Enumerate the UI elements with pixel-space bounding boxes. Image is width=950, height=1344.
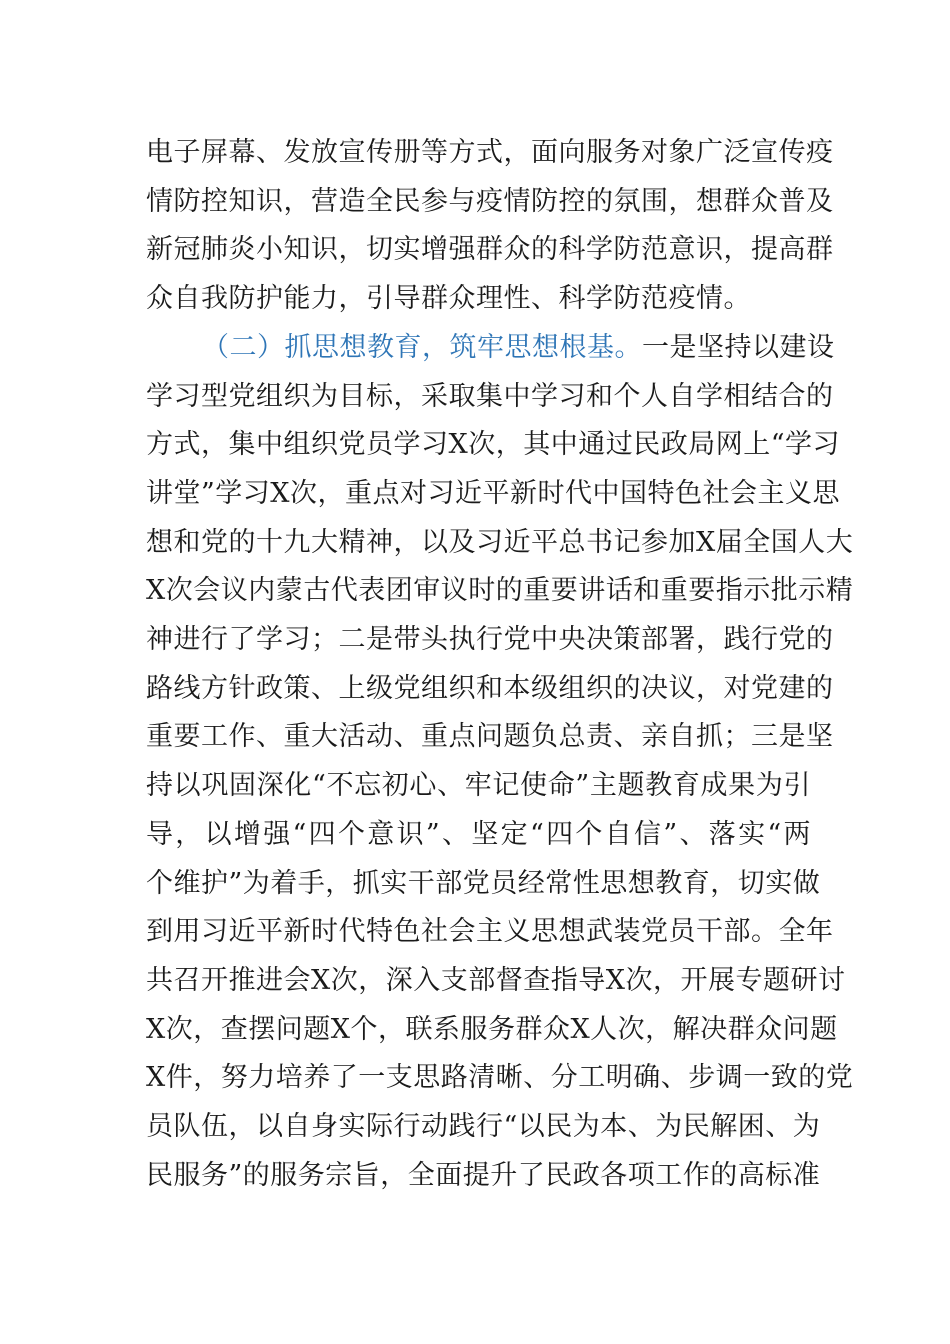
text-line	[146, 766, 811, 806]
line-text: X次会议内蒙古代表团审议时的重要讲话和重要指示批示精	[146, 575, 854, 607]
text-line	[146, 912, 834, 952]
line-text: 共召开推进会X次，深入支部督查指导X次，开展专题研讨	[146, 964, 846, 996]
text-line	[146, 961, 846, 1001]
line-text: 一是坚持以建设	[642, 331, 835, 363]
text-line	[146, 377, 834, 417]
text-line	[146, 1156, 821, 1196]
line-text: 方式，集中组织党员学习X次，其中通过民政局网上“学习	[146, 429, 841, 461]
text-line	[146, 279, 751, 319]
text-line	[146, 717, 834, 757]
line-text: X次，查摆问题X个，联系服务群众X人次，解决群众问题	[146, 1013, 838, 1045]
line-text: 民服务”的服务宗旨，全面提升了民政各项工作的高标准	[146, 1159, 821, 1191]
line-text: 神进行了学习；二是带头执行党中央决策部署，践行党的	[146, 624, 834, 655]
text-line	[146, 182, 834, 222]
line-text: 持以巩固深化“不忘初心、牢记使命”主题教育成果为引	[146, 770, 811, 802]
text-line	[146, 864, 821, 904]
text-line	[146, 474, 841, 514]
section-heading: （二）抓思想教育，筑牢思想根基。	[202, 331, 642, 363]
text-line	[146, 425, 841, 465]
line-text: X件，努力培养了一支思路清晰、分工明确、步调一致的党	[146, 1062, 854, 1094]
line-text: 路线方针政策、上级党组织和本级组织的决议，对党建的	[146, 672, 834, 704]
line-text: 个维护”为着手，抓实干部党员经常性思想教育，切实做	[146, 867, 821, 899]
text-line	[202, 328, 835, 368]
text-line	[146, 620, 834, 660]
line-text: 电子屏幕、发放宣传册等方式，面向服务对象广泛宣传疫	[146, 137, 834, 168]
line-text: 导，以增强“四个意识”、坚定“四个自信”、落实“两	[146, 818, 811, 850]
text-line	[146, 523, 854, 563]
text-line	[146, 1107, 821, 1147]
line-text: 学习型党组织为目标，采取集中学习和个人自学相结合的	[146, 380, 834, 412]
line-text: 到用习近平新时代特色社会主义思想武装党员干部。全年	[146, 916, 834, 948]
text-line	[146, 133, 834, 173]
text-line	[146, 815, 811, 855]
text-line	[146, 230, 834, 270]
line-text: 情防控知识，营造全民参与疫情防控的氛围，想群众普及	[146, 185, 834, 217]
text-line	[146, 1010, 838, 1050]
text-line	[146, 669, 834, 709]
text-line	[146, 571, 854, 611]
line-text: 重要工作、重大活动、重点问题负总责、亲自抓；三是坚	[146, 721, 834, 753]
line-text: 员队伍，以自身实际行动践行“以民为本、为民解困、为	[146, 1111, 821, 1142]
line-text: 众自我防护能力，引导群众理性、科学防范疫情。	[146, 283, 751, 315]
line-text: 想和党的十九大精神，以及习近平总书记参加X届全国人大	[146, 526, 854, 558]
line-text: 讲堂”学习X次，重点对习近平新时代中国特色社会主义思	[146, 477, 841, 509]
line-text: 新冠肺炎小知识，切实增强群众的科学防范意识，提高群	[146, 234, 834, 266]
text-line	[146, 1058, 854, 1098]
